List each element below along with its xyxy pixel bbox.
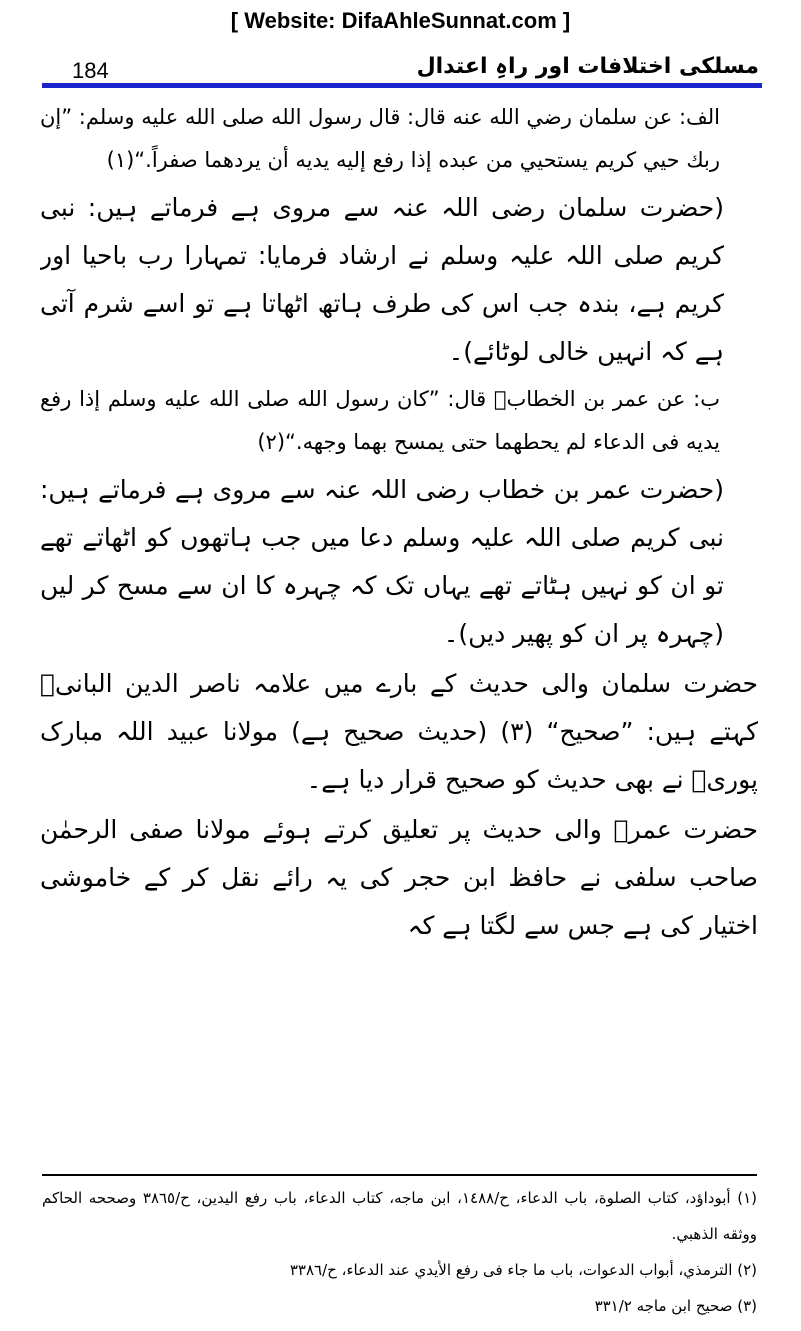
footnote-3: (٣) صحيح ابن ماجه ٣٣١/٢ [594,1297,757,1315]
running-title: مسلکی اختلافات اور راہِ اعتدال [416,54,759,79]
footnote-1: (١) أبوداؤد، كتاب الصلوة، باب الدعاء، ح/١٤٨٨، ابن ماجه، كتاب الدعاء، باب رفع اليدين، ح/٣٨٦٥ وصححه الحاكم ووثقه الذهبي. [42,1189,757,1243]
footnotes [42,1180,757,1328]
hadith-urdu-translation-b: (حضرت عمر بن خطاب رضی اللہ عنہ سے مروی ہے فرماتے ہیں: نبی کریم صلی اللہ علیہ وسلم دعا میں جب ہاتھوں کو اٹھاتے تھے تو ان کو نہیں ہٹاتے تھے یہاں تک کہ چہرہ کا ان سے مسح کر لیں (چہرہ پر ان کو پھیر دیں)۔ [40,475,724,648]
page-number: 184 [72,58,109,83]
header-rule [42,83,762,88]
website-banner: [ Website: DifaAhleSunnat.com ] [230,8,571,33]
hadith-arabic-a: الف: عن سلمان رضي الله عنه قال: قال رسول الله صلى الله عليه وسلم: ”إن ربك حيي كريم يستحيي من عبده إذا رفع إليه يديه أن يردهما صفراً.“(١) [40,105,720,172]
main-text [40,96,758,1166]
commentary-paragraph-2: حضرت عمرؓ والی حدیث پر تعلیق کرتے ہوئے مولانا صفی الرحمٰن صاحب سلفی نے حافظ ابن حجر کی یہ رائے نقل کر کے خاموشی اختیار کی ہے جس سے لگتا ہے کہ [40,815,758,940]
hadith-arabic-b: ب: عن عمر بن الخطابؓ قال: ”كان رسول الله صلى الله عليه وسلم إذا رفع يديه فى الدعاء لم يحطهما حتى يمسح بهما وجهه.“(٢) [40,387,720,454]
commentary-paragraph-1: حضرت سلمان والی حدیث کے بارے میں علامہ ناصر الدین البانیؒ کہتے ہیں: ”صحیح“ (۳) (حدیث صحیح ہے) مولانا عبید اللہ مبارک پوریؒ نے بھی حدیث کو صحیح قرار دیا ہے۔ [40,669,758,794]
hadith-urdu-translation-a: (حضرت سلمان رضی اللہ عنہ سے مروی ہے فرماتے ہیں: نبی کریم صلی اللہ علیہ وسلم نے ارشاد فرمایا: تمہارا رب باحیا اور کریم ہے، بندہ جب اس کی طرف ہاتھ اٹھاتا ہے تو اسے شرم آتی ہے کہ انہیں خالی لوٹائے)۔ [40,193,724,366]
footnote-2: (٢) الترمذي، أبواب الدعوات، باب ما جاء فى رفع الأيدي عند الدعاء، ح/٣٣٨٦ [289,1261,757,1279]
footnote-separator [42,1174,757,1176]
